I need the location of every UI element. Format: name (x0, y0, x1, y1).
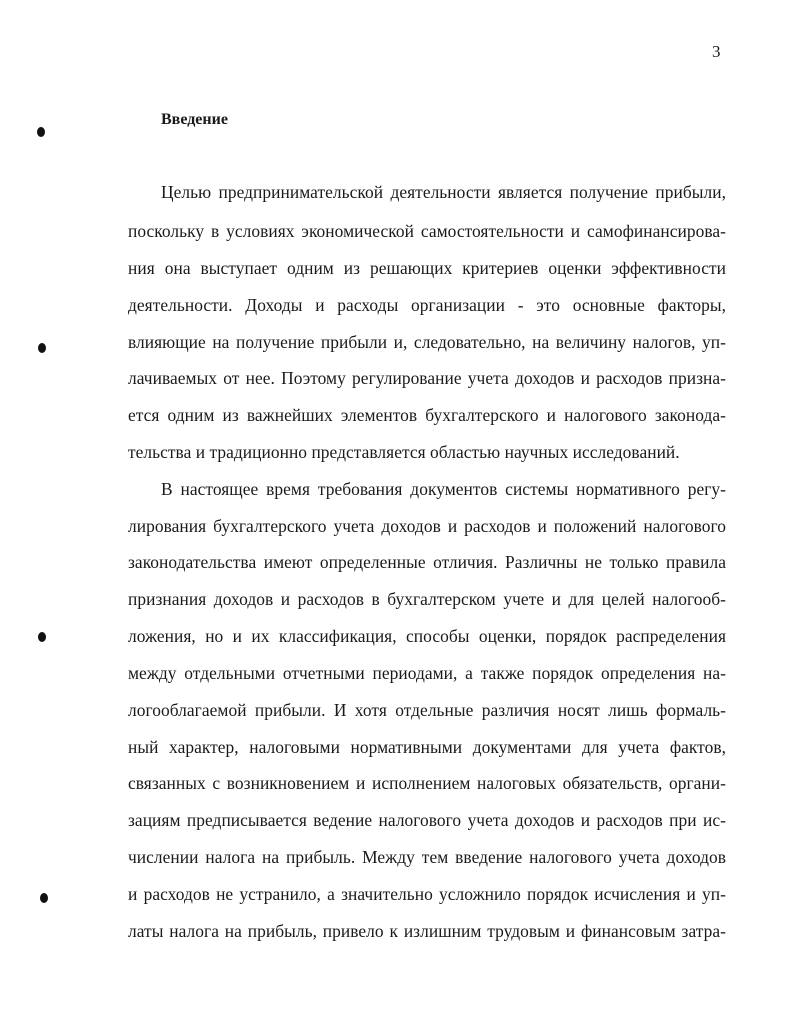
text-line: законодательства имеют определенные отличия. Различны не только правила (128, 552, 726, 572)
text-line: Целью предпринимательской деятельности является получение прибыли, (161, 182, 726, 202)
text-line: тельства и традиционно представляется областью научных исследований. (128, 442, 680, 462)
text-line: поскольку в условиях экономической самостоятельности и самофинансирова- (128, 221, 726, 241)
text-line: зациям предписывается ведение налогового учета доходов и расходов при ис- (128, 810, 726, 830)
text-line: числении налога на прибыль. Между тем введение налогового учета доходов (128, 847, 726, 867)
text-line: связанных с возникновением и исполнением налоговых обязательств, органи- (128, 773, 726, 793)
text-line: ложения, но и их классификация, способы оценки, порядок распределения (128, 626, 726, 646)
text-line: латы налога на прибыль, привело к излишним трудовым и финансовым затра- (128, 921, 726, 941)
text-line: В настоящее время требования документов системы нормативного регу- (161, 479, 726, 499)
text-line: и расходов не устранило, а значительно усложнило порядок исчисления и уп- (128, 884, 726, 904)
binder-hole-mark (38, 632, 46, 642)
text-line: признания доходов и расходов в бухгалтерском учете и для целей налогооб- (128, 589, 726, 609)
text-line: лирования бухгалтерского учета доходов и расходов и положений налогового (128, 516, 726, 536)
text-line: влияющие на получение прибыли и, следовательно, на величину налогов, уп- (128, 332, 726, 352)
text-line: логооблагаемой прибыли. И хотя отдельные различия носят лишь формаль- (128, 700, 726, 720)
binder-hole-mark (40, 893, 48, 903)
text-line: ный характер, налоговыми нормативными документами для учета фактов, (128, 737, 726, 757)
text-line: ется одним из важнейших элементов бухгалтерского и налогового законода- (128, 405, 726, 425)
text-line: ния она выступает одним из решающих критериев оценки эффективности (128, 258, 726, 278)
text-line: лачиваемых от нее. Поэтому регулирование учета доходов и расходов призна- (128, 368, 726, 388)
page-number: 3 (712, 42, 721, 61)
section-heading: Введение (161, 111, 228, 128)
text-line: деятельности. Доходы и расходы организации - это основные факторы, (128, 295, 726, 315)
binder-hole-mark (37, 127, 45, 137)
binder-hole-mark (38, 343, 46, 353)
text-line: между отдельными отчетными периодами, а также порядок определения на- (128, 663, 726, 683)
